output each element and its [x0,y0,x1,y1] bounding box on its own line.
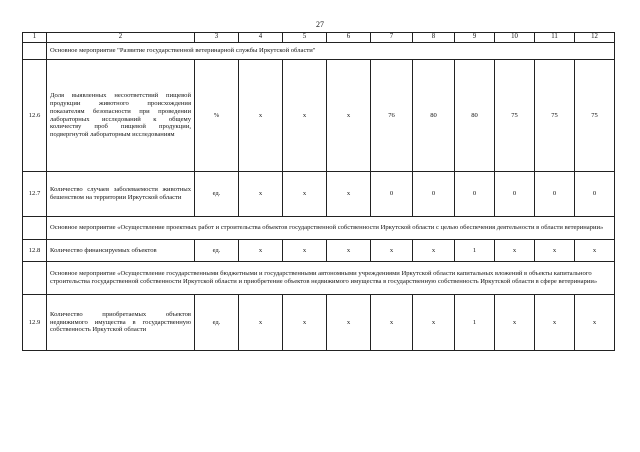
value-cell: x [575,295,615,351]
value-cell: x [239,172,283,217]
value-cell: 1 [455,295,495,351]
column-header: 2 [47,33,195,43]
value-cell: 75 [495,60,535,172]
table-row [23,60,615,172]
column-header: 9 [455,33,495,43]
value-cell: 0 [371,172,413,217]
column-header: 5 [283,33,327,43]
value-cell: 75 [575,60,615,172]
value-cell: x [535,295,575,351]
value-cell: x [413,295,455,351]
value-cell: x [283,60,327,172]
column-header: 7 [371,33,413,43]
section-row [23,262,615,295]
value-cell: x [239,240,283,262]
unit-cell: ед. [195,240,239,262]
value-cell: 0 [455,172,495,217]
value-cell: x [239,295,283,351]
value-cell: 0 [575,172,615,217]
value-cell: x [413,240,455,262]
column-header: 1 [23,33,47,43]
table-row [23,295,615,351]
value-cell: x [327,172,371,217]
value-cell: x [283,240,327,262]
value-cell: x [495,295,535,351]
value-cell: 0 [495,172,535,217]
value-cell: 80 [413,60,455,172]
column-header: 6 [327,33,371,43]
section-title: Основное мероприятие «Осуществление государственными бюджетными и государственными автономными учреждениями Иркутской области капитальных вложений в объекты капитального строительства государственной собственности Иркутской области и приобретение объектов недвижимого имущества в государственную собственность Иркутской области в сфере ветеринарии» [47,262,615,295]
unit-cell: % [195,60,239,172]
value-cell: x [283,295,327,351]
indicator-name: Количество финансируемых объектов [47,240,195,262]
column-header: 3 [195,33,239,43]
value-cell: x [327,240,371,262]
table-row [23,172,615,217]
column-header: 10 [495,33,535,43]
value-cell: x [327,295,371,351]
value-cell: x [575,240,615,262]
value-cell: x [327,60,371,172]
value-cell: 0 [413,172,455,217]
row-number: 12.6 [23,60,47,172]
column-number-row [23,33,615,43]
value-cell: x [535,240,575,262]
value-cell: x [495,240,535,262]
page-number: 27 [316,20,324,29]
value-cell: x [283,172,327,217]
indicator-name: Доля выявленных несоответствий пищевой продукции животного происхождения показателям безопасности при проведении лабораторных исследований к общему количеству проб пищевой продукции, подвергнутой лабораторным исследованиям [47,60,195,172]
table-row [23,240,615,262]
value-cell: 0 [535,172,575,217]
row-number: 12.7 [23,172,47,217]
value-cell: x [239,60,283,172]
row-number: 12.8 [23,240,47,262]
value-cell: 80 [455,60,495,172]
value-cell: x [371,295,413,351]
value-cell: x [371,240,413,262]
value-cell: 76 [371,60,413,172]
indicator-name: Количество приобретаемых объектов недвижимого имущества в государственную собственность Иркутской области [47,295,195,351]
column-header: 8 [413,33,455,43]
value-cell: 1 [455,240,495,262]
column-header: 11 [535,33,575,43]
column-header: 12 [575,33,615,43]
value-cell: 75 [535,60,575,172]
section-title: Основное мероприятие "Развитие государственной ветеринарной службы Иркутской области" [47,43,615,60]
indicator-name: Количество случаев заболеваемости животных бешенством на территории Иркутской области [47,172,195,217]
indicators-table [22,32,615,351]
section-title: Основное мероприятие «Осуществление проектных работ и строительства объектов государственной собственности Иркутской области с целью обеспечения деятельности в области ветеринарии» [47,217,615,240]
row-number: 12.9 [23,295,47,351]
unit-cell: ед. [195,172,239,217]
section-row [23,217,615,240]
column-header: 4 [239,33,283,43]
unit-cell: ед. [195,295,239,351]
section-row [23,43,615,60]
